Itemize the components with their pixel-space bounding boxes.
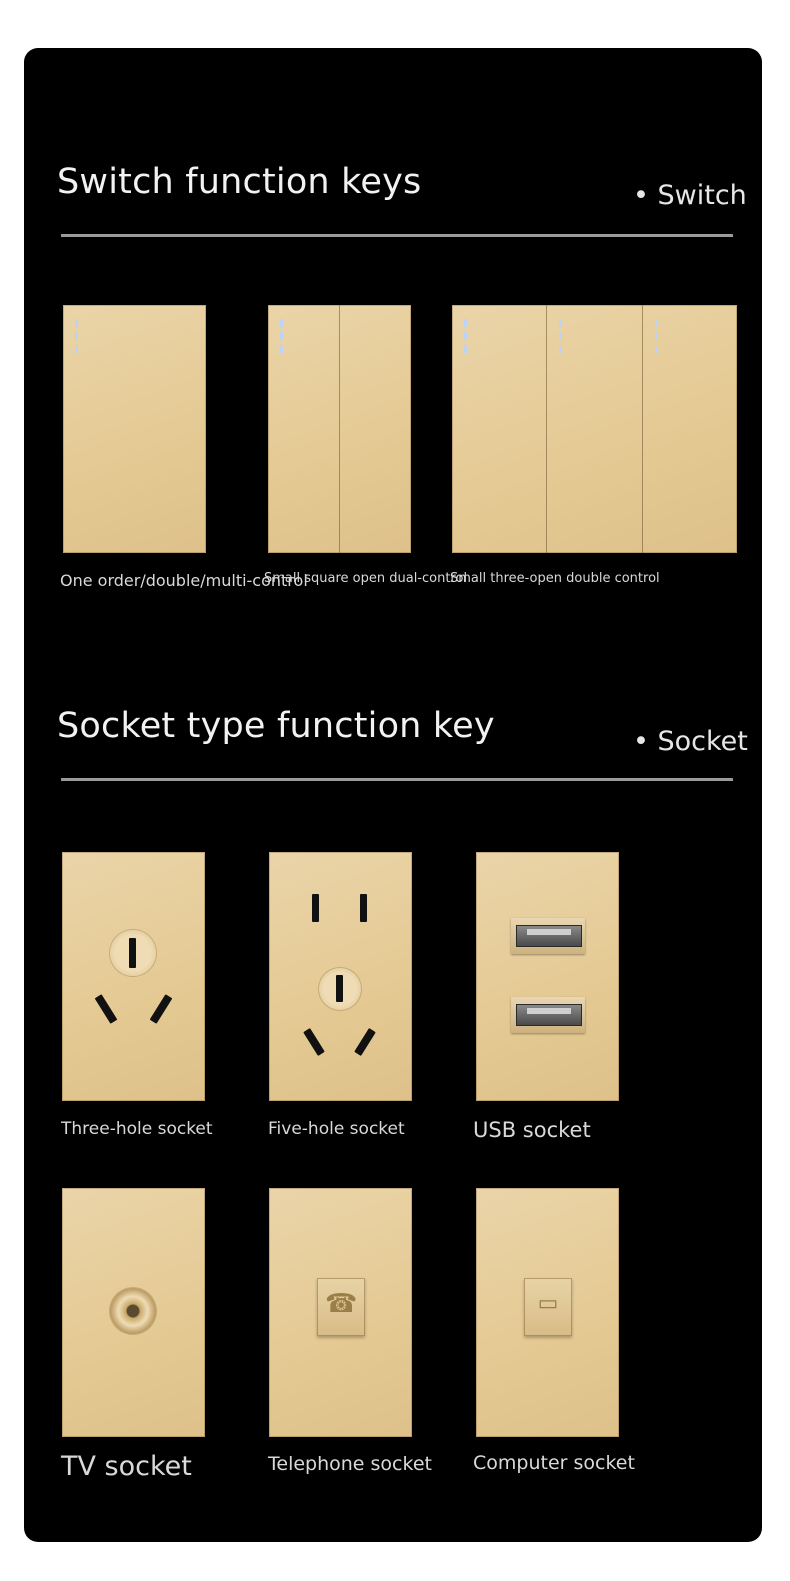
socket-caption: Five-hole socket <box>268 1119 405 1139</box>
socket-caption: USB socket <box>473 1118 591 1142</box>
switch-key <box>547 305 643 553</box>
three-hole-socket-panel <box>62 852 205 1101</box>
double-key-switch <box>268 305 411 553</box>
switch-key <box>63 305 206 553</box>
telephone-socket-panel <box>269 1188 412 1437</box>
indicator-light-icon <box>280 319 283 357</box>
switch-key <box>643 305 737 553</box>
telephone-jack-icon: ☎ <box>317 1278 365 1336</box>
tv-socket-panel <box>62 1188 205 1437</box>
switch-caption: Small three-open double control <box>450 571 660 586</box>
indicator-light-icon <box>464 319 467 357</box>
socket-caption: TV socket <box>61 1451 192 1482</box>
switch-caption: One order/double/multi-control <box>60 571 308 590</box>
switch-caption: Small square open dual-control <box>264 571 468 586</box>
indicator-light-icon <box>655 319 658 357</box>
indicator-light-icon <box>559 319 562 357</box>
usb-port-icon <box>511 997 585 1033</box>
socket-section-tag: • Socket <box>633 726 748 757</box>
switch-section-tag: • Switch <box>633 180 747 211</box>
computer-socket-panel <box>476 1188 619 1437</box>
usb-port-icon <box>511 918 585 954</box>
five-hole-socket-panel <box>269 852 412 1101</box>
socket-caption: Computer socket <box>473 1452 635 1474</box>
switch-key <box>452 305 547 553</box>
triple-key-switch <box>452 305 737 553</box>
socket-section-title: Socket type function key <box>57 706 495 746</box>
switch-section-title: Switch function keys <box>57 162 422 202</box>
product-panel <box>24 48 762 1542</box>
switch-key <box>268 305 340 553</box>
usb-socket-panel <box>476 852 619 1101</box>
socket-caption: Telephone socket <box>268 1453 432 1475</box>
switch-section-divider <box>61 234 733 237</box>
indicator-light-icon <box>75 319 78 357</box>
socket-section-divider <box>61 778 733 781</box>
computer-jack-icon: ▭ <box>524 1278 572 1336</box>
socket-caption: Three-hole socket <box>61 1119 213 1139</box>
switch-key <box>340 305 411 553</box>
single-key-switch <box>63 305 206 553</box>
